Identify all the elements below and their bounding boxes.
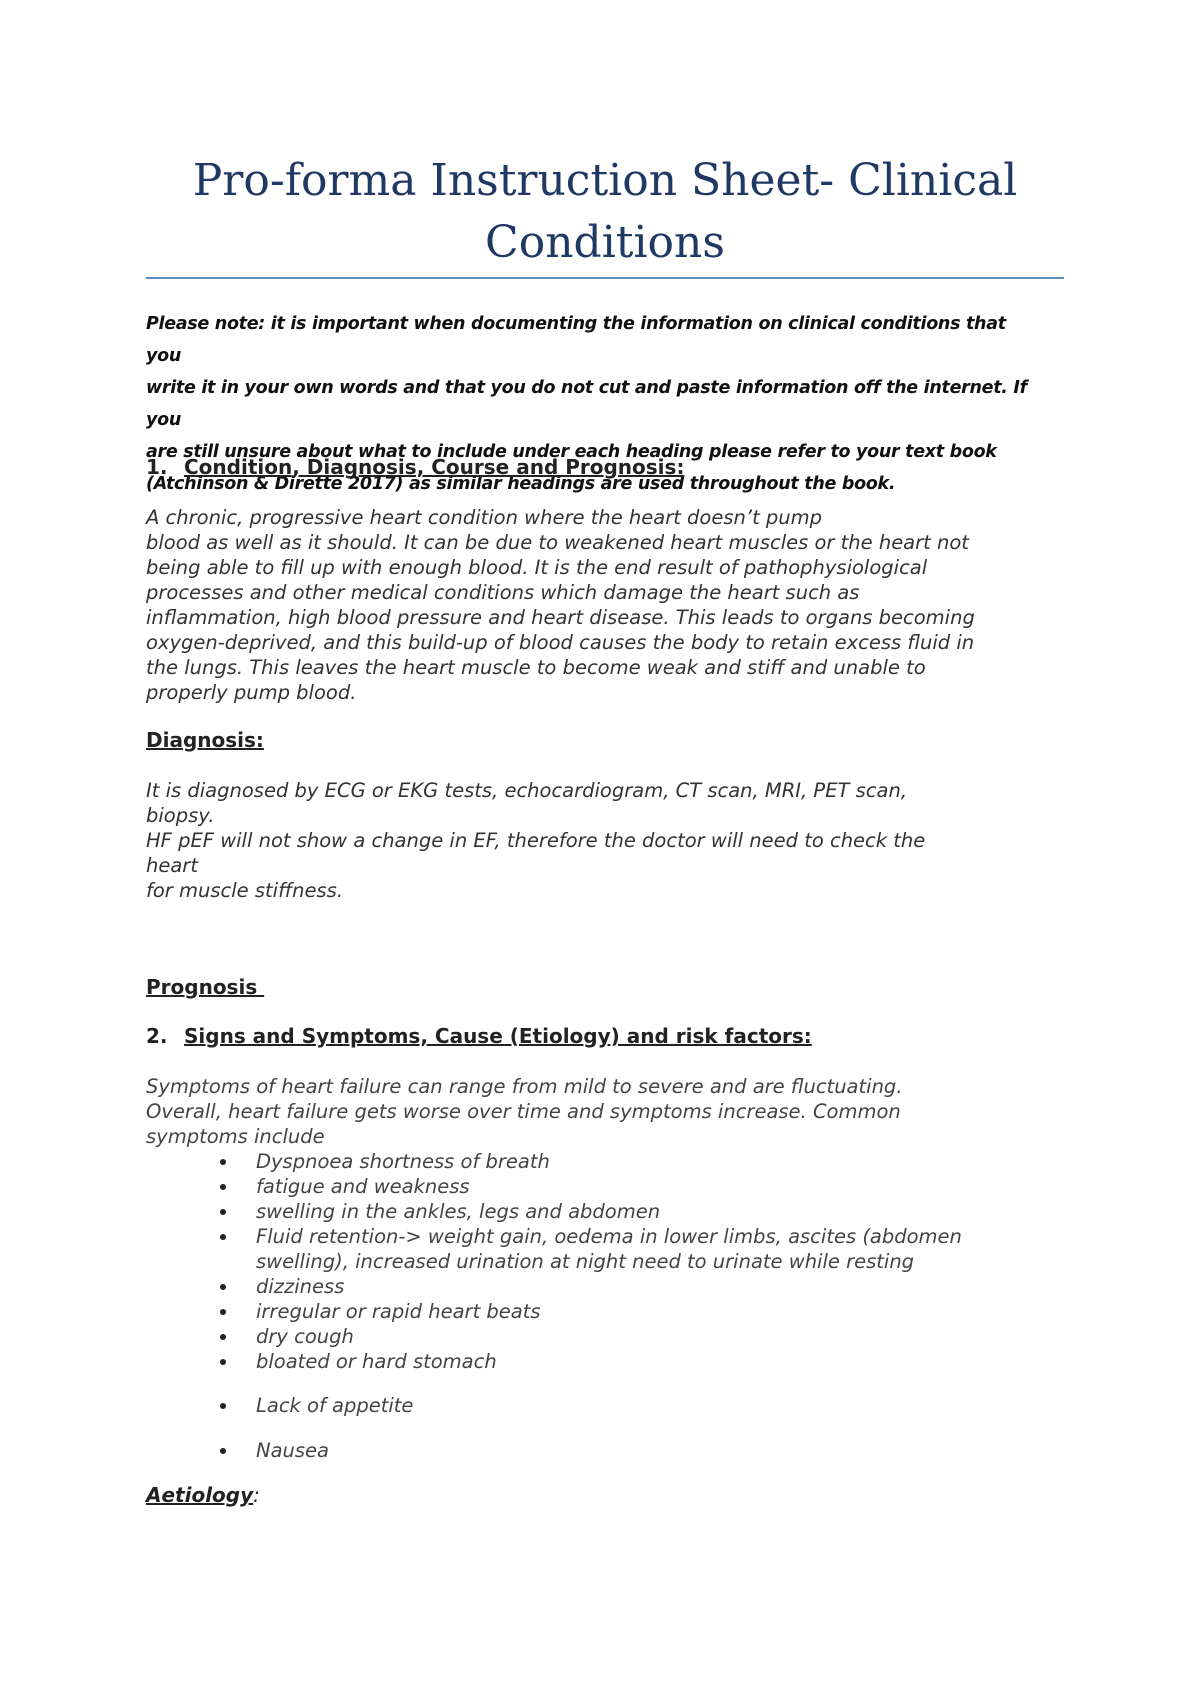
aetiology-heading	[146, 1483, 260, 1507]
body-line: HF pEF will not show a change in EF, therefore the doctor will need to check the	[146, 829, 926, 852]
body-line: oxygen-deprived, and this build-up of blood causes the body to retain excess fluid in	[146, 631, 975, 654]
symptom-list-extra	[220, 1438, 1060, 1463]
list-item-text: Nausea	[256, 1439, 330, 1462]
diagnosis-description	[146, 778, 1066, 903]
body-line: Overall, heart failure gets worse over time and symptoms increase. Common	[146, 1100, 901, 1123]
body-line: symptoms include	[146, 1125, 325, 1148]
section1-heading	[146, 455, 684, 479]
bullet-icon	[220, 1359, 226, 1365]
list-item	[220, 1438, 1060, 1463]
bullet-icon	[220, 1309, 226, 1315]
section1-number: 1.	[146, 455, 168, 479]
list-item	[220, 1174, 1060, 1199]
list-item-text: Lack of appetite	[256, 1394, 414, 1417]
bullet-icon	[220, 1448, 226, 1454]
list-item-text: swelling in the ankles, legs and abdomen	[256, 1200, 661, 1223]
symptom-list	[220, 1149, 1060, 1374]
list-item	[220, 1149, 1060, 1174]
body-line: blood as well as it should. It can be due to weakened heart muscles or the heart not	[146, 531, 969, 554]
note-line: write it in your own words and that you do not cut and paste information off the internet. If you	[146, 378, 1027, 430]
list-item-text: dizziness	[256, 1275, 345, 1298]
body-line: A chronic, progressive heart condition where the heart doesn’t pump	[146, 506, 823, 529]
list-item	[220, 1349, 1060, 1374]
body-line: for muscle stiffness.	[146, 879, 344, 902]
bullet-icon	[220, 1159, 226, 1165]
bullet-icon	[220, 1284, 226, 1290]
bullet-icon	[220, 1184, 226, 1190]
condition-description	[146, 505, 1066, 705]
note-line: are still unsure about what to include under each heading please refer to your text book	[146, 442, 997, 462]
list-item	[220, 1199, 1060, 1224]
section2-number: 2.	[146, 1024, 168, 1048]
list-item-text: fatigue and weakness	[256, 1175, 470, 1198]
list-item-text: Dyspnoea shortness of breath	[256, 1150, 550, 1173]
note-line: (Atchinson & Dirette 2017) as similar headings are used throughout the book.	[146, 474, 896, 494]
bullet-icon	[220, 1334, 226, 1340]
section1-title: Condition, Diagnosis, Course and Prognosis:	[184, 455, 685, 479]
prognosis-heading: Prognosis	[146, 975, 265, 999]
list-item-text: irregular or rapid heart beats	[256, 1300, 541, 1323]
note-line: Please note: it is important when documenting the information on clinical conditions that you	[146, 314, 1006, 366]
bullet-icon	[220, 1234, 226, 1240]
body-line: properly pump blood.	[146, 681, 357, 704]
symptom-list-extra	[220, 1393, 1060, 1418]
aetiology-title: Aetiology	[146, 1483, 254, 1507]
list-item-text: bloated or hard stomach	[256, 1350, 497, 1373]
section2-title: Signs and Symptoms, Cause (Etiology) and risk factors:	[184, 1024, 812, 1048]
symptoms-intro	[146, 1074, 1066, 1149]
body-line: heart	[146, 854, 198, 877]
section2-heading	[146, 1024, 812, 1048]
body-line: being able to fill up with enough blood. It is the end result of pathophysiological	[146, 556, 928, 579]
body-line: processes and other medical conditions which damage the heart such as	[146, 581, 860, 604]
list-item	[220, 1274, 1060, 1299]
bullet-icon	[220, 1403, 226, 1409]
list-item-text: swelling), increased urination at night need to urinate while resting	[256, 1250, 915, 1273]
list-item	[220, 1324, 1060, 1349]
title-divider	[146, 277, 1064, 279]
list-item	[220, 1224, 1060, 1274]
list-item	[220, 1299, 1060, 1324]
body-line: inflammation, high blood pressure and heart disease. This leads to organs becoming	[146, 606, 975, 629]
list-item-text: Fluid retention-> weight gain, oedema in lower limbs, ascites (abdomen	[256, 1225, 962, 1248]
diagnosis-heading: Diagnosis:	[146, 728, 264, 752]
list-item	[220, 1393, 1060, 1418]
body-line: biopsy.	[146, 804, 215, 827]
list-item-text: dry cough	[256, 1325, 354, 1348]
aetiology-colon: :	[253, 1483, 260, 1507]
page-title: Pro-forma Instruction Sheet- Clinical Conditions	[192, 155, 1018, 268]
body-line: the lungs. This leaves the heart muscle to become weak and stiff and unable to	[146, 656, 926, 679]
body-line: Symptoms of heart failure can range from mild to severe and are fluctuating.	[146, 1075, 903, 1098]
bullet-icon	[220, 1209, 226, 1215]
body-line: It is diagnosed by ECG or EKG tests, echocardiogram, CT scan, MRI, PET scan,	[146, 779, 908, 802]
